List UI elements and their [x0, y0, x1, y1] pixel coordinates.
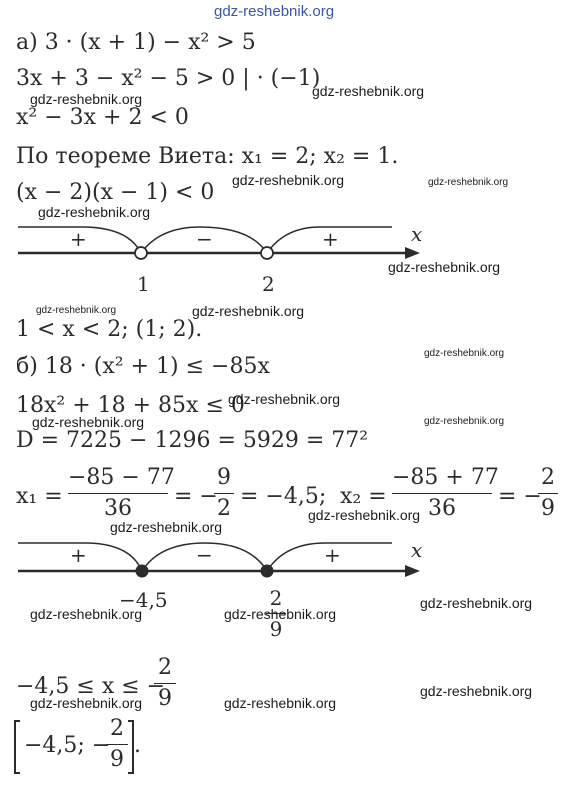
watermark: gdz-reshebnik.org — [30, 695, 143, 711]
watermark: gdz-reshebnik.org — [312, 83, 425, 99]
x2-res-den: 9 — [541, 496, 555, 521]
watermark: gdz-reshebnik.org — [30, 606, 143, 622]
answer-ineq-fraction — [154, 655, 176, 712]
watermark: gdz-reshebnik.org — [308, 507, 421, 523]
axis-a-variable: x — [411, 222, 423, 246]
watermark: gdz-reshebnik.org — [192, 303, 305, 319]
x1-equals: = − — [174, 484, 218, 509]
x2-res-num: 2 — [541, 465, 555, 490]
part-b-line-2: 18x² + 18 + 85x ≤ 0 — [16, 393, 245, 418]
ans-ineq-num: 2 — [158, 655, 172, 680]
watermark: gdz-reshebnik.org — [38, 204, 151, 220]
x1-result: = −4,5; — [240, 484, 327, 509]
watermark: gdz-reshebnik.org — [30, 91, 143, 107]
sign-b-3: + — [324, 543, 341, 567]
point-label-1: 1 — [137, 272, 150, 296]
watermark-top: gdz-reshebnik.org — [214, 3, 335, 20]
part-b-line-3: D = 7225 − 1296 = 5929 = 77² — [16, 428, 369, 453]
watermark: gdz-reshebnik.org — [32, 414, 145, 430]
ans-int-den: 9 — [110, 747, 124, 772]
watermark: gdz-reshebnik.org — [36, 305, 117, 316]
point-closed-2 — [261, 565, 274, 578]
point-b2-den: 9 — [269, 617, 283, 641]
sign-a-3: + — [322, 227, 339, 251]
point-open-2 — [261, 247, 273, 259]
part-a-line-5: (x − 2)(x − 1) < 0 — [16, 180, 215, 205]
watermark: gdz-reshebnik.org — [228, 391, 341, 407]
part-a-line-3: x² − 3x + 2 < 0 — [16, 105, 189, 130]
watermark: gdz-reshebnik.org — [232, 172, 345, 188]
x1-label: x₁ = — [16, 484, 63, 509]
answer-dot: . — [134, 733, 141, 758]
x2-equals: = − — [498, 484, 542, 509]
watermark: gdz-reshebnik.org — [424, 416, 505, 427]
watermark: gdz-reshebnik.org — [420, 683, 533, 699]
sign-b-2: − — [196, 543, 213, 567]
watermark: gdz-reshebnik.org — [224, 695, 337, 711]
bracket-left — [14, 720, 20, 774]
x1-numerator: −85 − 77 — [68, 465, 175, 490]
point-b2-num: 2 — [269, 586, 283, 610]
ans-ineq-den: 9 — [158, 686, 172, 711]
x2-numerator: −85 + 77 — [392, 465, 499, 490]
answer-interval-fraction — [106, 716, 128, 773]
x1-denominator: 36 — [104, 496, 132, 521]
point-label-2: 2 — [262, 272, 275, 296]
sign-a-1: + — [70, 227, 87, 251]
x1-fraction — [68, 465, 175, 522]
x1-mid-num: 9 — [217, 465, 231, 490]
watermark: gdz-reshebnik.org — [420, 595, 533, 611]
sign-a-2: − — [196, 227, 213, 251]
watermark: gdz-reshebnik.org — [110, 519, 223, 535]
watermark: gdz-reshebnik.org — [428, 177, 509, 188]
x1-mid-fraction — [214, 465, 234, 522]
x2-label: x₂ = — [340, 484, 387, 509]
part-b-line-1: б) 18 · (x² + 1) ≤ −85x — [16, 354, 270, 379]
part-a-line-4: По теореме Виета: x₁ = 2; x₂ = 1. — [16, 144, 399, 169]
watermark: gdz-reshebnik.org — [424, 348, 505, 359]
x2-denominator: 36 — [428, 496, 456, 521]
answer-inequality: −4,5 ≤ x ≤ − — [16, 674, 166, 699]
ans-int-num: 2 — [110, 716, 124, 741]
x2-result-fraction — [538, 465, 558, 522]
x1-mid-den: 2 — [217, 496, 231, 521]
sign-b-1: + — [70, 543, 87, 567]
part-a-answer: 1 < x < 2; (1; 2). — [16, 317, 203, 342]
part-a-line-1: а) 3 · (x + 1) − x² > 5 — [16, 30, 256, 55]
answer-interval: −4,5; − — [24, 733, 111, 758]
watermark: gdz-reshebnik.org — [224, 606, 337, 622]
point-closed-1 — [136, 565, 149, 578]
point-open-1 — [135, 247, 147, 259]
axis-b-variable: x — [411, 538, 423, 562]
part-a-line-2: 3x + 3 − x² − 5 > 0 | · (−1) — [16, 66, 321, 91]
watermark: gdz-reshebnik.org — [388, 259, 501, 275]
point-label-b1: −4,5 — [119, 588, 168, 612]
